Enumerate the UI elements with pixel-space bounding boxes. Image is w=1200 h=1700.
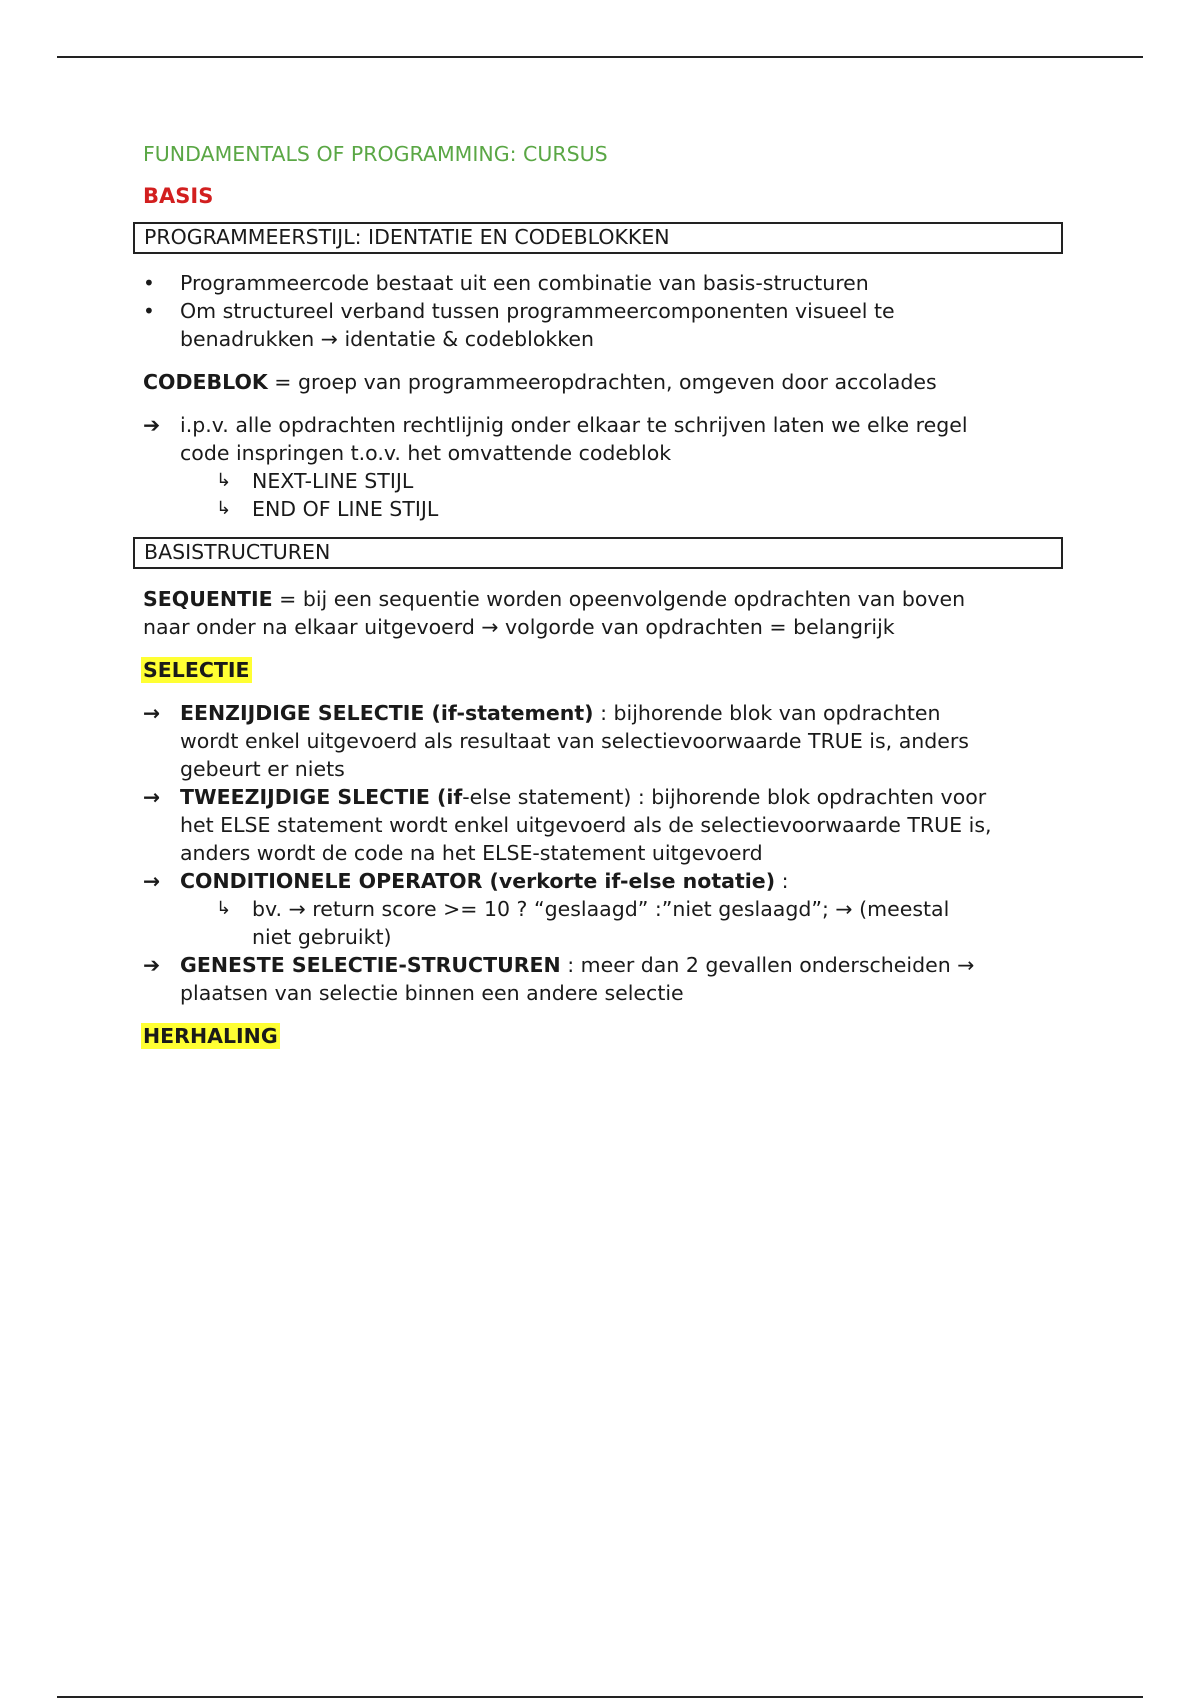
arrow-item: [143, 867, 1063, 895]
arrow-item: [143, 699, 1063, 783]
definition-text-continued: naar onder na elkaar uitgevoerd → volgorde van opdrachten = belangrijk: [143, 615, 895, 639]
arrow-text-continued: gebeurt er niets: [180, 757, 345, 781]
arrow-text-continued: anders wordt de code na het ELSE-statement uitgevoerd: [180, 841, 763, 865]
top-rule: [57, 56, 1143, 58]
arrow-text: i.p.v. alle opdrachten rechtlijnig onder elkaar te schrijven laten we elke regel: [180, 413, 968, 437]
arrow-text: -else statement) : bijhorende blok opdrachten voor: [462, 785, 987, 809]
arrow-icon: →: [143, 785, 161, 809]
arrow-item: [143, 783, 1063, 867]
arrow-text-continued: plaatsen van selectie binnen een andere selectie: [180, 981, 684, 1005]
arrow-item: [143, 411, 1063, 467]
list-item: [143, 297, 1063, 353]
sub-item: [143, 467, 1063, 495]
bold-arrow-icon: ➔: [143, 953, 161, 977]
hooked-arrow-icon: ↳: [216, 498, 232, 519]
sub-item: [143, 895, 1063, 951]
term-codeblok: CODEBLOK: [143, 370, 268, 394]
definition-text: = bij een sequentie worden opeenvolgende opdrachten van boven: [272, 587, 966, 611]
arrow-item: [143, 951, 1063, 1007]
section-heading-basis: BASIS: [143, 184, 214, 208]
term-eenzijdige-selectie: EENZIJDIGE SELECTIE (if-statement): [180, 701, 594, 725]
bullet-text: Om structureel verband tussen programmeercomponenten visueel te: [180, 299, 895, 323]
example-text: bv. → return score >= 10 ? “geslaagd” :”niet geslaagd”; → (meestal: [252, 897, 950, 921]
boxed-heading-basistructuren: BASISTRUCTUREN: [133, 537, 1063, 569]
arrow-text-continued: code inspringen t.o.v. het omvattende codeblok: [180, 441, 672, 465]
arrow-text-continued: wordt enkel uitgevoerd als resultaat van selectievoorwaarde TRUE is, anders: [180, 729, 969, 753]
arrow-text: : bijhorende blok van opdrachten: [593, 701, 941, 725]
arrow-icon: →: [143, 701, 161, 725]
style-next-line: NEXT-LINE STIJL: [252, 469, 414, 493]
term-geneste-selectie: GENESTE SELECTIE-STRUCTUREN: [180, 953, 561, 977]
list-item: [143, 269, 1063, 297]
highlighted-heading-herhaling: HERHALING: [143, 1024, 278, 1048]
hooked-arrow-icon: ↳: [216, 470, 232, 491]
sub-item: [143, 495, 1063, 523]
herhaling-heading-row: [143, 1022, 1063, 1050]
bullet-list: [143, 269, 1063, 353]
bullet-icon: •: [143, 299, 155, 323]
arrow-icon: →: [143, 869, 161, 893]
bullet-text: Programmeercode bestaat uit een combinatie van basis-structuren: [180, 271, 869, 295]
bullet-text-continued: benadrukken → identatie & codeblokken: [180, 327, 595, 351]
sequentie-definition: [143, 585, 1063, 641]
term-sequentie: SEQUENTIE: [143, 587, 273, 611]
selectie-heading-row: [143, 656, 1063, 684]
arrow-text: :: [775, 869, 789, 893]
arrow-text-continued: het ELSE statement wordt enkel uitgevoerd als de selectievoorwaarde TRUE is,: [180, 813, 992, 837]
bottom-rule: [57, 1696, 1143, 1698]
bullet-icon: •: [143, 271, 155, 295]
bold-arrow-icon: ➔: [143, 413, 161, 437]
indent-note: [143, 411, 1063, 523]
highlighted-heading-selectie: SELECTIE: [143, 658, 250, 682]
arrow-text: : meer dan 2 gevallen onderscheiden →: [560, 953, 975, 977]
document-body: [143, 140, 1063, 1050]
hooked-arrow-icon: ↳: [216, 898, 232, 919]
codeblok-definition: [143, 368, 1063, 396]
definition-text: = groep van programmeeropdrachten, omgeven door accolades: [267, 370, 937, 394]
term-tweezijdige-selectie: TWEEZIJDIGE SLECTIE (if: [180, 785, 463, 809]
boxed-heading-programmeerstijl: PROGRAMMEERSTIJL: IDENTATIE EN CODEBLOKKEN: [133, 222, 1063, 254]
example-text-continued: niet gebruikt): [252, 925, 392, 949]
selectie-list: [143, 699, 1063, 1007]
term-conditionele-operator: CONDITIONELE OPERATOR (verkorte if-else notatie): [180, 869, 776, 893]
style-end-of-line: END OF LINE STIJL: [252, 497, 439, 521]
course-title: FUNDAMENTALS OF PROGRAMMING: CURSUS: [143, 142, 608, 166]
